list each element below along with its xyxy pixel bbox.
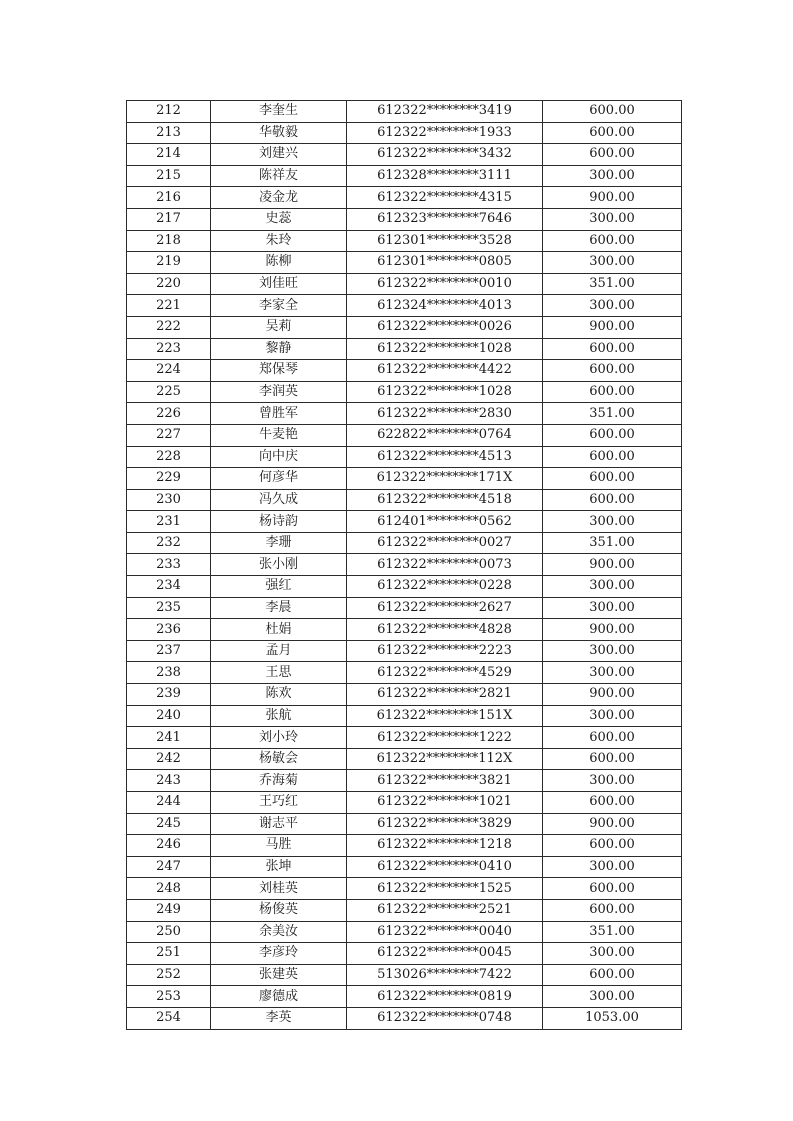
table-row bbox=[127, 424, 682, 446]
table-row bbox=[127, 338, 682, 360]
amount-cell: 600.00 bbox=[543, 878, 682, 900]
table-row bbox=[127, 316, 682, 338]
table-row bbox=[127, 878, 682, 900]
amount-cell: 600.00 bbox=[543, 338, 682, 360]
amount-cell: 300.00 bbox=[543, 943, 682, 965]
row-number-cell: 253 bbox=[127, 986, 211, 1008]
id-number-cell: 612322********151X bbox=[347, 705, 543, 727]
name-cell: 余美汝 bbox=[211, 921, 347, 943]
amount-cell: 600.00 bbox=[543, 230, 682, 252]
name-cell: 李润英 bbox=[211, 381, 347, 403]
name-cell: 陈祥友 bbox=[211, 165, 347, 187]
amount-cell: 600.00 bbox=[543, 899, 682, 921]
amount-cell: 300.00 bbox=[543, 252, 682, 274]
amount-cell: 300.00 bbox=[543, 576, 682, 598]
table-row bbox=[127, 705, 682, 727]
id-number-cell: 612322********0073 bbox=[347, 554, 543, 576]
row-number-cell: 221 bbox=[127, 295, 211, 317]
name-cell: 李奎生 bbox=[211, 101, 347, 123]
id-number-cell: 612324********4013 bbox=[347, 295, 543, 317]
row-number-cell: 224 bbox=[127, 360, 211, 382]
amount-cell: 300.00 bbox=[543, 705, 682, 727]
table-row bbox=[127, 532, 682, 554]
amount-cell: 351.00 bbox=[543, 532, 682, 554]
row-number-cell: 243 bbox=[127, 770, 211, 792]
table-row bbox=[127, 943, 682, 965]
table-row bbox=[127, 921, 682, 943]
table-row bbox=[127, 295, 682, 317]
name-cell: 吴莉 bbox=[211, 316, 347, 338]
row-number-cell: 244 bbox=[127, 792, 211, 814]
amount-cell: 600.00 bbox=[543, 727, 682, 749]
table-row bbox=[127, 230, 682, 252]
amount-cell: 300.00 bbox=[543, 597, 682, 619]
id-number-cell: 622822********0764 bbox=[347, 424, 543, 446]
id-number-cell: 612322********0045 bbox=[347, 943, 543, 965]
table-row bbox=[127, 554, 682, 576]
roster-table bbox=[126, 100, 682, 1030]
amount-cell: 300.00 bbox=[543, 208, 682, 230]
id-number-cell: 513026********7422 bbox=[347, 964, 543, 986]
amount-cell: 600.00 bbox=[543, 468, 682, 490]
row-number-cell: 248 bbox=[127, 878, 211, 900]
amount-cell: 300.00 bbox=[543, 511, 682, 533]
row-number-cell: 237 bbox=[127, 640, 211, 662]
row-number-cell: 246 bbox=[127, 835, 211, 857]
amount-cell: 300.00 bbox=[543, 986, 682, 1008]
row-number-cell: 216 bbox=[127, 187, 211, 209]
table-row bbox=[127, 619, 682, 641]
table-row bbox=[127, 1007, 682, 1029]
amount-cell: 900.00 bbox=[543, 813, 682, 835]
table-row bbox=[127, 662, 682, 684]
name-cell: 李家全 bbox=[211, 295, 347, 317]
row-number-cell: 234 bbox=[127, 576, 211, 598]
row-number-cell: 231 bbox=[127, 511, 211, 533]
name-cell: 陈欢 bbox=[211, 684, 347, 706]
id-number-cell: 612323********7646 bbox=[347, 208, 543, 230]
id-number-cell: 612322********1222 bbox=[347, 727, 543, 749]
name-cell: 杨诗韵 bbox=[211, 511, 347, 533]
table-row bbox=[127, 403, 682, 425]
amount-cell: 600.00 bbox=[543, 446, 682, 468]
name-cell: 刘小玲 bbox=[211, 727, 347, 749]
name-cell: 王思 bbox=[211, 662, 347, 684]
table-row bbox=[127, 101, 682, 123]
row-number-cell: 220 bbox=[127, 273, 211, 295]
id-number-cell: 612322********0010 bbox=[347, 273, 543, 295]
amount-cell: 300.00 bbox=[543, 295, 682, 317]
table-row bbox=[127, 360, 682, 382]
row-number-cell: 232 bbox=[127, 532, 211, 554]
name-cell: 刘佳旺 bbox=[211, 273, 347, 295]
row-number-cell: 225 bbox=[127, 381, 211, 403]
name-cell: 强红 bbox=[211, 576, 347, 598]
amount-cell: 300.00 bbox=[543, 640, 682, 662]
name-cell: 杨敏会 bbox=[211, 748, 347, 770]
id-number-cell: 612322********2223 bbox=[347, 640, 543, 662]
amount-cell: 900.00 bbox=[543, 187, 682, 209]
amount-cell: 600.00 bbox=[543, 144, 682, 166]
amount-cell: 600.00 bbox=[543, 748, 682, 770]
id-number-cell: 612328********3111 bbox=[347, 165, 543, 187]
name-cell: 何彦华 bbox=[211, 468, 347, 490]
id-number-cell: 612322********3419 bbox=[347, 101, 543, 123]
id-number-cell: 612322********2521 bbox=[347, 899, 543, 921]
row-number-cell: 212 bbox=[127, 101, 211, 123]
name-cell: 黎静 bbox=[211, 338, 347, 360]
name-cell: 李英 bbox=[211, 1007, 347, 1029]
table-row bbox=[127, 684, 682, 706]
table-row bbox=[127, 489, 682, 511]
name-cell: 谢志平 bbox=[211, 813, 347, 835]
amount-cell: 351.00 bbox=[543, 403, 682, 425]
id-number-cell: 612322********3432 bbox=[347, 144, 543, 166]
row-number-cell: 218 bbox=[127, 230, 211, 252]
amount-cell: 300.00 bbox=[543, 662, 682, 684]
row-number-cell: 250 bbox=[127, 921, 211, 943]
id-number-cell: 612322********1218 bbox=[347, 835, 543, 857]
row-number-cell: 229 bbox=[127, 468, 211, 490]
name-cell: 郑保琴 bbox=[211, 360, 347, 382]
row-number-cell: 223 bbox=[127, 338, 211, 360]
id-number-cell: 612322********1525 bbox=[347, 878, 543, 900]
name-cell: 廖德成 bbox=[211, 986, 347, 1008]
id-number-cell: 612322********0228 bbox=[347, 576, 543, 598]
table-row bbox=[127, 511, 682, 533]
row-number-cell: 240 bbox=[127, 705, 211, 727]
roster-table-body bbox=[127, 101, 682, 1030]
id-number-cell: 612301********3528 bbox=[347, 230, 543, 252]
table-row bbox=[127, 597, 682, 619]
row-number-cell: 233 bbox=[127, 554, 211, 576]
id-number-cell: 612322********171X bbox=[347, 468, 543, 490]
id-number-cell: 612322********0040 bbox=[347, 921, 543, 943]
id-number-cell: 612322********1933 bbox=[347, 122, 543, 144]
table-row bbox=[127, 122, 682, 144]
name-cell: 杨俊英 bbox=[211, 899, 347, 921]
id-number-cell: 612322********1021 bbox=[347, 792, 543, 814]
name-cell: 刘桂英 bbox=[211, 878, 347, 900]
name-cell: 华敬毅 bbox=[211, 122, 347, 144]
id-number-cell: 612322********3821 bbox=[347, 770, 543, 792]
name-cell: 牛麦艳 bbox=[211, 424, 347, 446]
id-number-cell: 612322********4315 bbox=[347, 187, 543, 209]
table-row bbox=[127, 468, 682, 490]
amount-cell: 300.00 bbox=[543, 856, 682, 878]
name-cell: 李珊 bbox=[211, 532, 347, 554]
amount-cell: 600.00 bbox=[543, 489, 682, 511]
table-row bbox=[127, 187, 682, 209]
table-row bbox=[127, 964, 682, 986]
id-number-cell: 612322********3829 bbox=[347, 813, 543, 835]
row-number-cell: 226 bbox=[127, 403, 211, 425]
amount-cell: 300.00 bbox=[543, 770, 682, 792]
amount-cell: 600.00 bbox=[543, 964, 682, 986]
name-cell: 李晨 bbox=[211, 597, 347, 619]
table-row bbox=[127, 792, 682, 814]
table-row bbox=[127, 835, 682, 857]
id-number-cell: 612322********2830 bbox=[347, 403, 543, 425]
id-number-cell: 612322********0819 bbox=[347, 986, 543, 1008]
id-number-cell: 612322********4828 bbox=[347, 619, 543, 641]
amount-cell: 600.00 bbox=[543, 122, 682, 144]
name-cell: 冯久成 bbox=[211, 489, 347, 511]
row-number-cell: 228 bbox=[127, 446, 211, 468]
table-row bbox=[127, 856, 682, 878]
amount-cell: 600.00 bbox=[543, 360, 682, 382]
table-row bbox=[127, 899, 682, 921]
row-number-cell: 252 bbox=[127, 964, 211, 986]
row-number-cell: 254 bbox=[127, 1007, 211, 1029]
row-number-cell: 247 bbox=[127, 856, 211, 878]
row-number-cell: 215 bbox=[127, 165, 211, 187]
id-number-cell: 612322********2627 bbox=[347, 597, 543, 619]
row-number-cell: 217 bbox=[127, 208, 211, 230]
id-number-cell: 612322********4529 bbox=[347, 662, 543, 684]
amount-cell: 600.00 bbox=[543, 792, 682, 814]
table-row bbox=[127, 252, 682, 274]
id-number-cell: 612322********0026 bbox=[347, 316, 543, 338]
amount-cell: 351.00 bbox=[543, 921, 682, 943]
id-number-cell: 612322********2821 bbox=[347, 684, 543, 706]
name-cell: 朱玲 bbox=[211, 230, 347, 252]
row-number-cell: 219 bbox=[127, 252, 211, 274]
name-cell: 刘建兴 bbox=[211, 144, 347, 166]
table-row bbox=[127, 986, 682, 1008]
name-cell: 乔海菊 bbox=[211, 770, 347, 792]
id-number-cell: 612322********0748 bbox=[347, 1007, 543, 1029]
amount-cell: 900.00 bbox=[543, 619, 682, 641]
id-number-cell: 612322********0410 bbox=[347, 856, 543, 878]
id-number-cell: 612401********0562 bbox=[347, 511, 543, 533]
amount-cell: 900.00 bbox=[543, 554, 682, 576]
id-number-cell: 612322********4518 bbox=[347, 489, 543, 511]
name-cell: 张小刚 bbox=[211, 554, 347, 576]
id-number-cell: 612301********0805 bbox=[347, 252, 543, 274]
row-number-cell: 222 bbox=[127, 316, 211, 338]
name-cell: 孟月 bbox=[211, 640, 347, 662]
row-number-cell: 251 bbox=[127, 943, 211, 965]
name-cell: 张航 bbox=[211, 705, 347, 727]
table-row bbox=[127, 813, 682, 835]
amount-cell: 600.00 bbox=[543, 424, 682, 446]
table-row bbox=[127, 640, 682, 662]
name-cell: 张建英 bbox=[211, 964, 347, 986]
row-number-cell: 214 bbox=[127, 144, 211, 166]
name-cell: 曾胜军 bbox=[211, 403, 347, 425]
id-number-cell: 612322********0027 bbox=[347, 532, 543, 554]
amount-cell: 900.00 bbox=[543, 684, 682, 706]
name-cell: 史蕊 bbox=[211, 208, 347, 230]
table-row bbox=[127, 144, 682, 166]
name-cell: 杜娟 bbox=[211, 619, 347, 641]
name-cell: 凌金龙 bbox=[211, 187, 347, 209]
row-number-cell: 227 bbox=[127, 424, 211, 446]
table-row bbox=[127, 446, 682, 468]
name-cell: 李彦玲 bbox=[211, 943, 347, 965]
table-row bbox=[127, 165, 682, 187]
amount-cell: 351.00 bbox=[543, 273, 682, 295]
id-number-cell: 612322********1028 bbox=[347, 381, 543, 403]
table-row bbox=[127, 273, 682, 295]
name-cell: 王巧红 bbox=[211, 792, 347, 814]
table-row bbox=[127, 576, 682, 598]
table-row bbox=[127, 770, 682, 792]
id-number-cell: 612322********112X bbox=[347, 748, 543, 770]
table-row bbox=[127, 748, 682, 770]
amount-cell: 900.00 bbox=[543, 316, 682, 338]
id-number-cell: 612322********1028 bbox=[347, 338, 543, 360]
row-number-cell: 241 bbox=[127, 727, 211, 749]
id-number-cell: 612322********4422 bbox=[347, 360, 543, 382]
row-number-cell: 245 bbox=[127, 813, 211, 835]
amount-cell: 600.00 bbox=[543, 101, 682, 123]
name-cell: 陈柳 bbox=[211, 252, 347, 274]
row-number-cell: 236 bbox=[127, 619, 211, 641]
table-row bbox=[127, 208, 682, 230]
name-cell: 向中庆 bbox=[211, 446, 347, 468]
table-row bbox=[127, 381, 682, 403]
table-row bbox=[127, 727, 682, 749]
row-number-cell: 230 bbox=[127, 489, 211, 511]
row-number-cell: 235 bbox=[127, 597, 211, 619]
amount-cell: 600.00 bbox=[543, 835, 682, 857]
amount-cell: 1053.00 bbox=[543, 1007, 682, 1029]
amount-cell: 300.00 bbox=[543, 165, 682, 187]
row-number-cell: 249 bbox=[127, 899, 211, 921]
row-number-cell: 238 bbox=[127, 662, 211, 684]
id-number-cell: 612322********4513 bbox=[347, 446, 543, 468]
row-number-cell: 239 bbox=[127, 684, 211, 706]
row-number-cell: 213 bbox=[127, 122, 211, 144]
amount-cell: 600.00 bbox=[543, 381, 682, 403]
row-number-cell: 242 bbox=[127, 748, 211, 770]
name-cell: 马胜 bbox=[211, 835, 347, 857]
name-cell: 张坤 bbox=[211, 856, 347, 878]
